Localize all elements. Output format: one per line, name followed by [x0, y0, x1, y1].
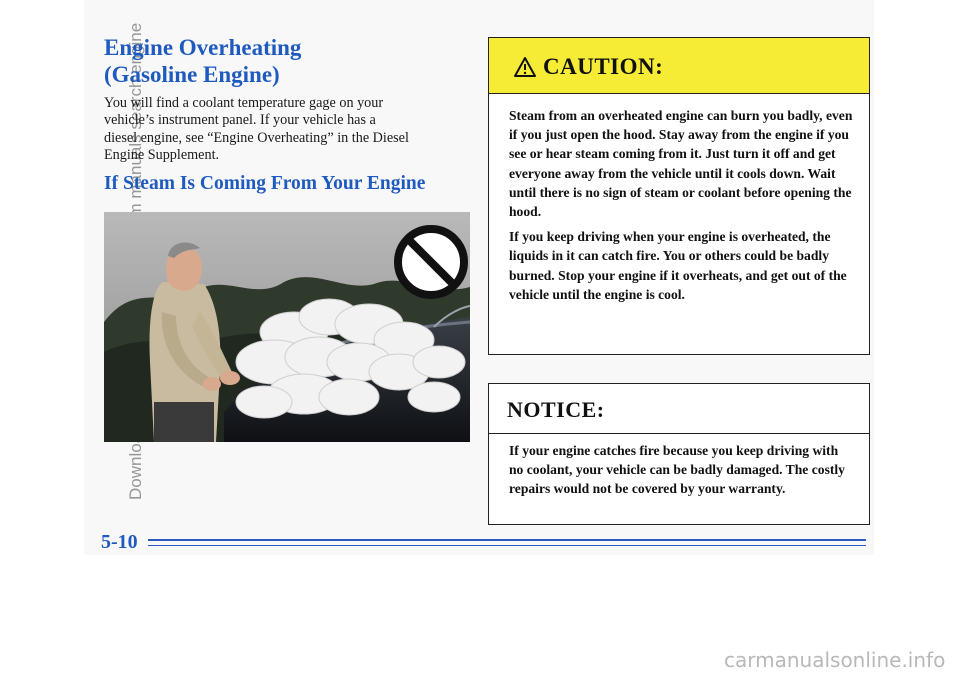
caution-paragraph: Steam from an overheated engine can burn you badly, even if you just open the hood. Stay away from the engine if you see or hear steam coming from it. Just turn it off and get everyone away from the vehicle until it cools down. Wait until there is no sign of steam or coolant before opening the hood. [509, 108, 853, 220]
intro-line: diesel engine, see “Engine Overheating” in the Diesel [104, 129, 409, 146]
page-number: 5-10 [101, 531, 138, 553]
intro-paragraph [104, 95, 454, 165]
site-watermark: carmanualsonline.info [724, 648, 946, 672]
intro-line: You will find a coolant temperature gage on your [104, 95, 384, 111]
prohibition-sign-icon [398, 229, 464, 295]
caution-header [489, 38, 869, 94]
notice-body: If your engine catches fire because you keep driving with no coolant, your vehicle can be badly damaged. The costly repairs would not be covered by your warranty. [509, 443, 845, 497]
subheading: If Steam Is Coming From Your Engine [104, 173, 426, 194]
steam-engine-illustration [104, 212, 470, 442]
footer-rule-thin [148, 545, 866, 546]
notice-header [489, 384, 869, 434]
section-title-line1: Engine Overheating [104, 35, 302, 60]
warning-triangle-icon [513, 56, 537, 78]
section-title-line2: (Gasoline Engine) [104, 62, 280, 87]
intro-line: vehicle’s instrument panel. If your vehicle has a [104, 112, 376, 129]
footer-rule [148, 539, 866, 541]
caution-box [488, 37, 870, 355]
caution-body [509, 106, 854, 310]
caution-paragraph: If you keep driving when your engine is overheated, the liquids in it can catch fire. You or others could be badly burned. Stop your engine if it overheats, and get out of the vehicle until the engine is cool. [509, 229, 847, 302]
notice-title: NOTICE: [507, 397, 605, 422]
section-title [104, 34, 301, 88]
caution-title: CAUTION: [543, 54, 664, 79]
notice-box [488, 383, 870, 525]
intro-line: Engine Supplement. [104, 147, 220, 164]
